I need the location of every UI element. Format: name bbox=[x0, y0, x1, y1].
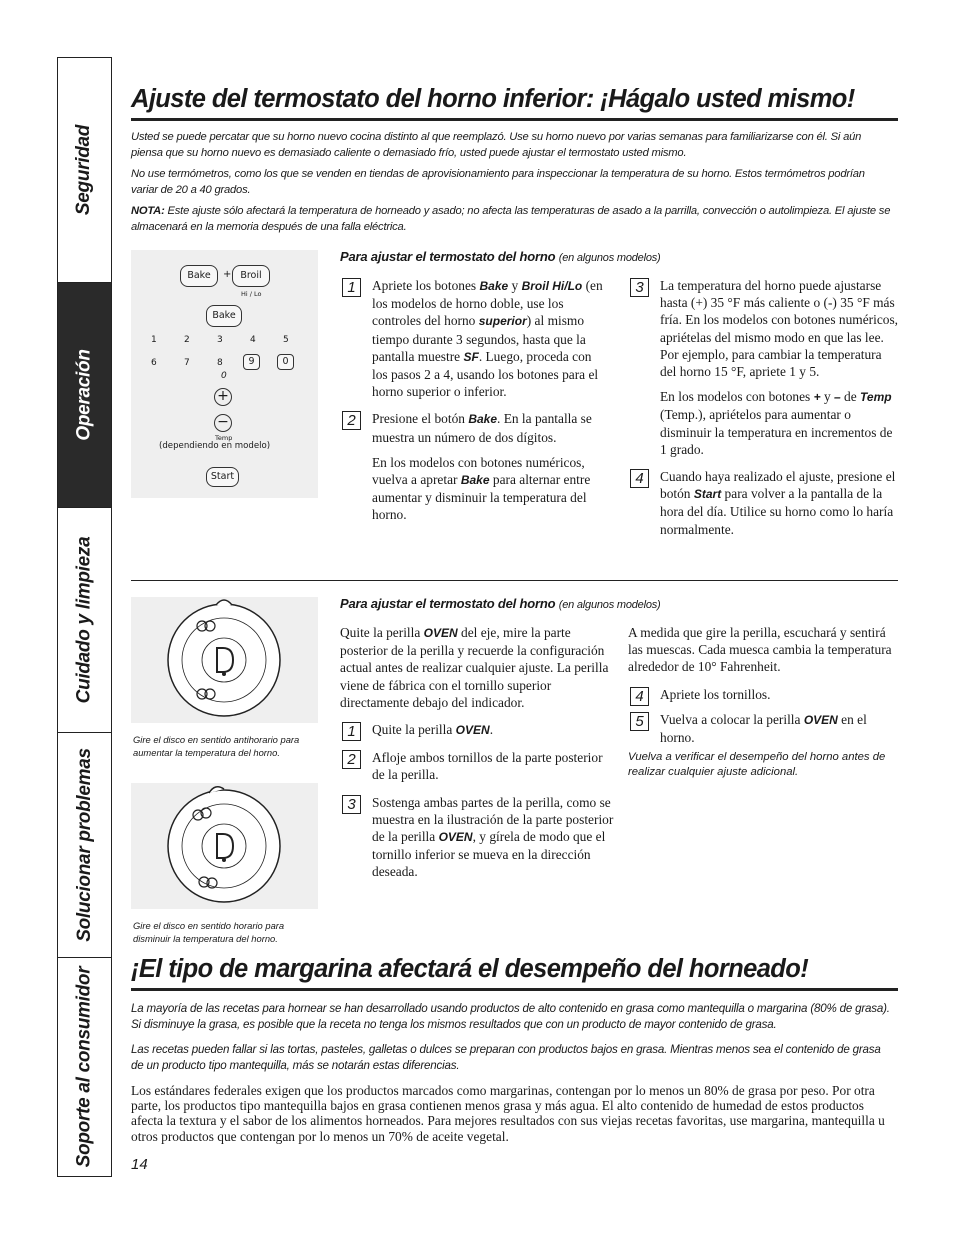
plus-button: + bbox=[214, 388, 232, 406]
key-1: 1 bbox=[151, 335, 157, 345]
tab-seguridad[interactable]: Seguridad bbox=[58, 58, 111, 283]
title-rule-2 bbox=[131, 988, 898, 991]
start-button: Start bbox=[206, 467, 239, 487]
margarine-paragraph-2: Las recetas pueden fallar si las tortas, pasteles, galletas o dulces se preparan con productos bajos en grasa. Mientras menos sea el contenido de grasa de un producto tipo mantequilla, más se notarán estas diferencias. bbox=[131, 1043, 881, 1072]
title-rule bbox=[131, 118, 898, 121]
intro-text bbox=[131, 130, 891, 241]
recheck-note: Vuelva a verificar el desempeño del horno antes de realizar cualquier ajuste adicional. bbox=[628, 751, 886, 779]
key-4: 4 bbox=[250, 335, 256, 345]
temp-label: Temp bbox=[215, 434, 233, 442]
broil-button: Broil bbox=[232, 265, 270, 287]
intro-paragraph-2: No use termómetros, como los que se venden en tiendas de aprovisionamiento para inspeccionar la temperatura de su horno. Estos termómetros podrían variar de 20 a 40 grados. bbox=[131, 168, 865, 196]
bake-button: Bake bbox=[180, 265, 218, 287]
bake-button-2: Bake bbox=[206, 305, 242, 327]
steps-column-1 bbox=[340, 277, 610, 534]
subheading-adjust-thermostat-1: Para ajustar el termostato del horno (en algunos modelos) bbox=[340, 249, 661, 264]
key-5: 5 bbox=[283, 335, 289, 345]
minus-button: − bbox=[214, 414, 232, 432]
key-8: 8 bbox=[217, 358, 223, 368]
section-title-margarine: ¡El tipo de margarina afectará el desempeño del horneado! bbox=[131, 955, 809, 983]
knob-caption-2: Gire el disco en sentido horario para disminuir la temperatura del horno. bbox=[133, 920, 285, 944]
step-2-note: En los modelos con botones numéricos, vuelva a apretar Bake para alternar entre aumentar y disminuir la temperatura del horno. bbox=[372, 454, 591, 523]
knob-back-icon bbox=[131, 597, 318, 723]
tab-cuidado-limpieza[interactable]: Cuidado y limpieza bbox=[58, 508, 111, 733]
control-panel-illustration bbox=[131, 250, 318, 498]
knob-step-3: 3 Sostenga ambas partes de la perilla, como se muestra en la ilustración de la parte posterior de la perilla OVEN, y gírela de modo que el tornillo inferior se mueva en la dirección deseada. bbox=[340, 794, 615, 881]
hi-lo-label: Hi / Lo bbox=[241, 290, 262, 298]
key-2: 2 bbox=[184, 335, 190, 345]
step-1: 1 Apriete los botones Bake y Broil Hi/Lo (en los modelos de horno doble, use los controles del horno superior) al mismo tiempo durante 3 segundos, hasta que la pantalla muestre SF. Luego, proceda con los pasos 2 a 4, usando los botones para el horno superior o inferior. bbox=[340, 277, 610, 400]
subheading-adjust-thermostat-2: Para ajustar el termostato del horno (en algunos modelos) bbox=[340, 596, 661, 611]
knob-intro: Quite la perilla OVEN del eje, mire la parte posterior de la perilla y recuerde la configuración actual antes de realizar cualquier ajuste. La perilla viene de fábrica con el tornillo superior directamente debajo del indicador. bbox=[340, 625, 609, 710]
key-9: 9 bbox=[243, 354, 260, 370]
tab-operacion[interactable]: Operación bbox=[58, 283, 111, 508]
intro-paragraph-1: Usted se puede percatar que su horno nuevo cocina distinto al que reemplazó. Use su horno nuevo por varias semanas para familiarizarse con él. Si aún piensa que su horno nuevo es demasiado caliente o demasiado frío, usted puede ajustar el termostato usted mismo. bbox=[131, 131, 862, 159]
section-tabs bbox=[57, 57, 112, 1177]
knob-step-1: 1 Quite la perilla OVEN. bbox=[340, 721, 615, 739]
zero-label: 0 bbox=[221, 371, 227, 381]
section-title-thermostat: Ajuste del termostato del horno inferior: ¡Hágalo usted mismo! bbox=[131, 85, 855, 113]
knob-step-5: 5 Vuelva a colocar la perilla OVEN en el horno. bbox=[628, 711, 898, 746]
step-4: 4 Cuando haya realizado el ajuste, presione el botón Start para volver a la pantalla de la hora del día. Utilice su horno como lo haría normalmente. bbox=[628, 468, 898, 538]
section-divider bbox=[131, 580, 898, 581]
step-3-note: En los modelos con botones + y – de Temp (Temp.), apriételos para aumentar o disminuir la temperatura en incrementos de 1 grado. bbox=[660, 389, 893, 457]
knob-back-icon-2 bbox=[131, 783, 318, 909]
knob-illustration-counterclockwise bbox=[131, 597, 318, 723]
knob-notch-info: A medida que gire la perilla, escuchará y sentirá las muescas. Cada muesca cambia la temperatura alrededor de 10° Fahrenheit. bbox=[628, 625, 892, 675]
knob-steps-column-1 bbox=[340, 624, 615, 891]
knob-illustration-clockwise bbox=[131, 783, 318, 909]
key-6: 6 bbox=[151, 358, 157, 368]
depending-model-label: (dependiendo en modelo) bbox=[159, 441, 271, 451]
page-number: 14 bbox=[131, 1156, 148, 1173]
tab-soporte-consumidor[interactable]: Soporte al consumidor bbox=[73, 966, 95, 1168]
step-3: 3 La temperatura del horno puede ajustarse hasta (+) 35 °F más caliente o (-) 35 °F más fría. En los modelos con botones numéricos, apriételas del mismo modo en que las lee. Por ejemplo, para cambiar la temperatura del horno 15 °F, apriete 1 y 5. bbox=[628, 277, 898, 380]
knob-caption-1: Gire el disco en sentido antihorario para aumentar la temperatura del horno. bbox=[133, 734, 300, 758]
tab-solucionar-problemas[interactable]: Solucionar problemas bbox=[58, 733, 111, 958]
steps-column-2 bbox=[628, 277, 898, 548]
step-2: 2 Presione el botón Bake. En la pantalla se muestra un número de dos dígitos. bbox=[340, 410, 610, 445]
knob-step-4: 4 Apriete los tornillos. bbox=[628, 686, 898, 703]
margarine-paragraph-3: Los estándares federales exigen que los productos marcados como margarinas, contengan por lo menos un 80% de grasa por peso. Por otra parte, los productos tipo mantequilla bajos en grasa contienen menos grasa y más agua. El alto contenido de humedad de estos productos afecta la textura y el sabor de los alimentos horneados. Para mejores resultados con sus viejas recetas favoritas, use margarina, mantequilla u otros productos que contengan por lo menos un 70% de aceite vegetal. bbox=[131, 1083, 885, 1144]
knob-steps-column-2 bbox=[628, 624, 898, 780]
margarine-paragraph-1: La mayoría de las recetas para hornear se han desarrollado usando productos de alto contenido en grasa como mantequilla o margarina (80% de grasa). Si disminuye la grasa, es posible que la receta no tenga los mismos resultados que con un producto de mayor contenido de grasa. bbox=[131, 1002, 890, 1031]
key-7: 7 bbox=[184, 358, 190, 368]
intro-note: NOTA: Este ajuste sólo afectará la temperatura de horneado y asado; no afecta las temperaturas de asado a la parrilla, convección o autolimpieza. El ajuste se almacenará en la memoria después de una falla eléctrica. bbox=[131, 205, 891, 233]
key-0: 0 bbox=[277, 354, 294, 370]
plus-sign: + bbox=[223, 269, 232, 280]
knob-step-2: 2 Afloje ambos tornillos de la parte posterior de la perilla. bbox=[340, 749, 615, 783]
key-3: 3 bbox=[217, 335, 223, 345]
